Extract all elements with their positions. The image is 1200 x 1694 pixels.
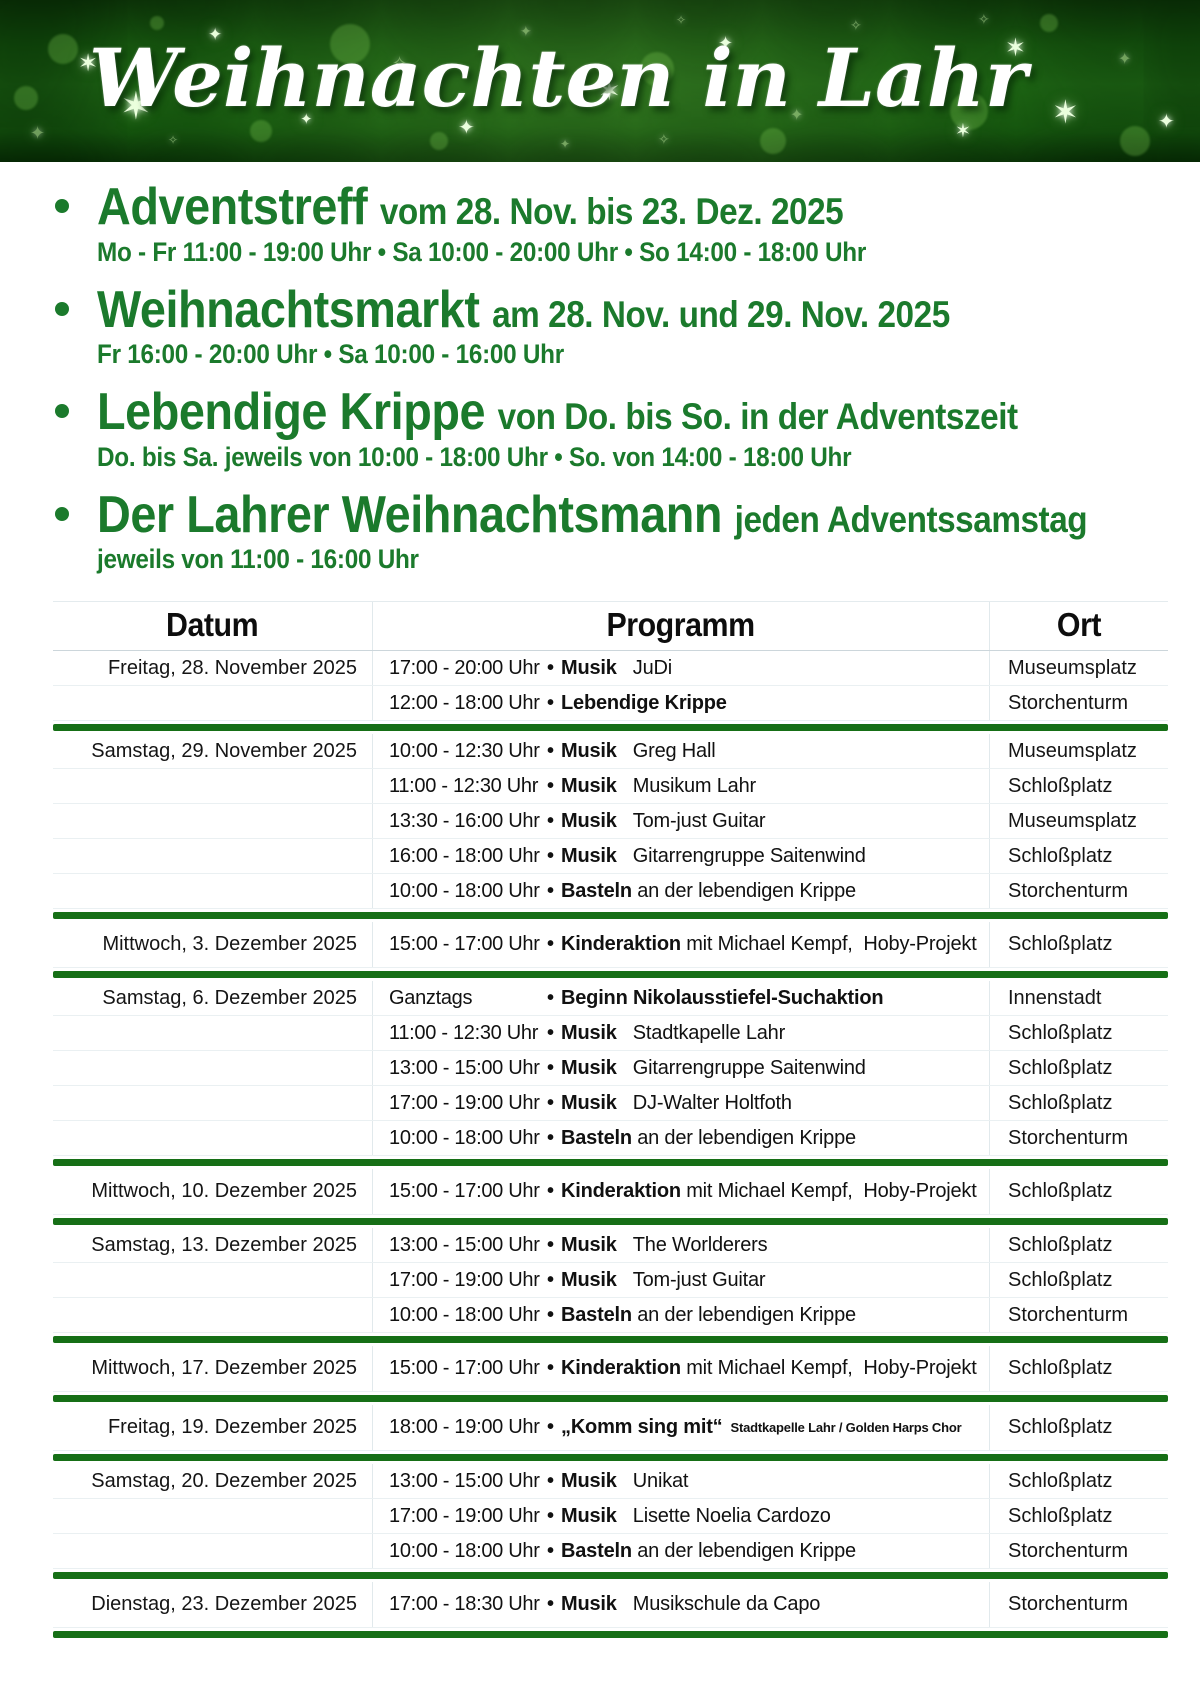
program-time: 11:00 - 12:30 Uhr — [389, 774, 539, 797]
program-label: Basteln — [561, 1303, 632, 1326]
location-cell: Schloßplatz — [1008, 1091, 1113, 1114]
date-cell — [53, 769, 372, 803]
program-detail: Gitarrengruppe Saitenwind — [616, 1056, 866, 1079]
sparkle-icon — [955, 122, 971, 141]
table-row — [53, 1169, 1168, 1215]
program-cell — [372, 804, 990, 838]
location-cell: Schloßplatz — [1008, 1416, 1113, 1439]
bullet-icon — [55, 302, 69, 316]
date-cell — [53, 839, 372, 873]
header-location: Ort — [1056, 606, 1102, 644]
program-cell — [372, 734, 990, 768]
table-body — [53, 651, 1168, 1641]
location-cell: Schloßplatz — [1008, 933, 1113, 956]
program-cell — [372, 874, 990, 908]
program-label: Musik — [561, 739, 617, 762]
location-cell: Schloßplatz — [1008, 1233, 1113, 1256]
location-cell: Schloßplatz — [1008, 1268, 1113, 1291]
date-cell: Freitag, 19. Dezember 2025 — [107, 1416, 357, 1439]
header-date: Datum — [166, 606, 259, 644]
sparkle-icon — [30, 124, 45, 142]
program-bullet: • — [547, 1416, 555, 1439]
table-row — [53, 769, 1168, 804]
group-separator — [53, 1569, 1168, 1582]
program-label: Musik — [561, 1056, 617, 1079]
program-detail: Greg Hall — [616, 739, 716, 762]
program-detail: Lisette Noelia Cardozo — [616, 1504, 831, 1527]
program-cell — [372, 1346, 990, 1391]
program-label: Musik — [561, 1233, 617, 1256]
highlight-times: Fr 16:00 - 20:00 Uhr • Sa 10:00 - 16:00 Uhr — [97, 339, 564, 370]
table-row — [53, 1346, 1168, 1392]
header-program: Programm — [372, 602, 990, 650]
program-time: 17:00 - 20:00 Uhr — [389, 656, 540, 679]
location-cell: Storchenturm — [1008, 1303, 1129, 1326]
program-detail: Unikat — [616, 1469, 689, 1492]
table-row — [53, 1534, 1168, 1569]
program-detail: an der lebendigen Krippe — [631, 1303, 856, 1326]
program-time: 10:00 - 18:00 Uhr — [389, 1303, 540, 1326]
table-header — [53, 601, 1168, 651]
program-time: 11:00 - 12:30 Uhr — [389, 1021, 539, 1044]
program-cell — [372, 1051, 990, 1085]
program-detail: DJ-Walter Holtfoth — [616, 1091, 792, 1114]
sparkle-icon — [1118, 52, 1131, 68]
program-bullet: • — [547, 844, 555, 867]
program-cell — [372, 1582, 990, 1627]
program-time: 15:00 - 17:00 Uhr — [389, 933, 540, 956]
program-detail: mit Michael Kempf, Hoby-Projekt — [680, 1180, 977, 1203]
table-row — [53, 1263, 1168, 1298]
group-separator — [53, 1392, 1168, 1405]
program-label: „Komm sing mit“ — [561, 1416, 723, 1439]
program-cell — [372, 1263, 990, 1297]
date-cell: Freitag, 28. November 2025 — [107, 656, 357, 679]
program-bullet: • — [547, 986, 555, 1009]
program-bullet: • — [547, 1357, 555, 1380]
highlights-section — [0, 162, 1200, 575]
location-cell: Schloßplatz — [1008, 844, 1113, 867]
program-detail: The Worlderers — [616, 1233, 768, 1256]
sparkle-icon — [1052, 96, 1079, 128]
program-time: 17:00 - 19:00 Uhr — [389, 1268, 540, 1291]
date-cell — [53, 874, 372, 908]
location-cell: Innenstadt — [1008, 986, 1102, 1009]
program-note: Stadtkapelle Lahr / Golden Harps Chor — [730, 1420, 962, 1436]
date-cell — [53, 1298, 372, 1332]
location-cell: Schloßplatz — [1008, 1469, 1113, 1492]
sparkle-icon — [676, 14, 686, 26]
program-detail: Gitarrengruppe Saitenwind — [616, 844, 866, 867]
program-time: 15:00 - 17:00 Uhr — [389, 1180, 540, 1203]
location-cell: Museumsplatz — [1008, 809, 1137, 832]
highlight-title: Adventstreff — [97, 178, 368, 236]
program-time: 13:00 - 15:00 Uhr — [389, 1469, 540, 1492]
location-cell: Storchenturm — [1008, 691, 1129, 714]
program-label: Musik — [561, 774, 617, 797]
program-cell — [372, 1016, 990, 1050]
program-cell — [372, 1405, 990, 1450]
location-cell: Schloßplatz — [1008, 774, 1113, 797]
group-separator — [53, 1451, 1168, 1464]
highlight-title: Lebendige Krippe — [97, 383, 486, 442]
table-row — [53, 981, 1168, 1016]
highlight-subtitle: am 28. Nov. und 29. Nov. 2025 — [492, 293, 950, 335]
green-separator-bar — [53, 1336, 1168, 1343]
highlight-title: Der Lahrer Weihnachtsmann — [97, 485, 723, 544]
date-cell: Samstag, 13. Dezember 2025 — [91, 1233, 357, 1256]
program-cell — [372, 1534, 990, 1568]
program-cell — [372, 922, 990, 967]
date-cell — [53, 804, 372, 838]
program-label: Musik — [561, 1504, 617, 1527]
bullet-icon — [55, 199, 69, 213]
program-label: Basteln — [561, 879, 632, 902]
highlight-times: Mo - Fr 11:00 - 19:00 Uhr • Sa 10:00 - 20:00 Uhr • So 14:00 - 18:00 Uhr — [97, 236, 867, 267]
program-detail: JuDi — [616, 656, 672, 679]
table-row — [53, 804, 1168, 839]
table-row — [53, 651, 1168, 686]
table-row — [53, 1121, 1168, 1156]
location-cell: Museumsplatz — [1008, 656, 1137, 679]
program-time: 13:00 - 15:00 Uhr — [389, 1056, 540, 1079]
table-row — [53, 1086, 1168, 1121]
bokeh-dot — [1040, 14, 1058, 32]
bokeh-dot — [14, 86, 38, 110]
program-label: Musik — [561, 844, 617, 867]
green-separator-bar — [53, 724, 1168, 731]
program-cell — [372, 1298, 990, 1332]
program-bullet: • — [547, 1126, 555, 1149]
location-cell: Schloßplatz — [1008, 1021, 1113, 1044]
group-separator — [53, 1156, 1168, 1169]
program-bullet: • — [547, 739, 555, 762]
highlight-times: jeweils von 11:00 - 16:00 Uhr — [97, 544, 419, 575]
program-detail: an der lebendigen Krippe — [631, 1539, 856, 1562]
bokeh-dot — [48, 34, 78, 64]
program-cell — [372, 1499, 990, 1533]
program-cell — [372, 1169, 990, 1214]
location-cell: Schloßplatz — [1008, 1357, 1113, 1380]
program-detail: mit Michael Kempf, Hoby-Projekt — [680, 1357, 977, 1380]
date-cell — [53, 1534, 372, 1568]
program-time: Ganztags — [389, 986, 473, 1009]
page-title: Weihnachten in Lahr — [88, 30, 1028, 125]
program-bullet: • — [547, 1233, 555, 1256]
highlight-subtitle: von Do. bis So. in der Adventszeit — [497, 396, 1018, 438]
program-time: 10:00 - 18:00 Uhr — [389, 879, 540, 902]
program-bullet: • — [547, 933, 555, 956]
bokeh-dot — [1120, 126, 1150, 156]
location-cell: Schloßplatz — [1008, 1180, 1113, 1203]
program-label: Kinderaktion — [561, 1180, 681, 1203]
program-label: Musik — [561, 1268, 617, 1291]
program-cell — [372, 1121, 990, 1155]
date-cell: Dienstag, 23. Dezember 2025 — [91, 1593, 357, 1616]
banner — [0, 0, 1200, 162]
table-row — [53, 686, 1168, 721]
program-label: Basteln — [561, 1126, 632, 1149]
program-time: 17:00 - 19:00 Uhr — [389, 1091, 540, 1114]
program-bullet: • — [547, 1091, 555, 1114]
green-separator-bar — [53, 1631, 1168, 1638]
program-detail: Tom-just Guitar — [616, 809, 766, 832]
program-label: Beginn Nikolausstiefel-Suchaktion — [561, 986, 884, 1009]
location-cell: Schloßplatz — [1008, 1056, 1113, 1079]
program-label: Musik — [561, 1593, 617, 1616]
program-detail: Musikum Lahr — [616, 774, 756, 797]
program-time: 10:00 - 18:00 Uhr — [389, 1539, 540, 1562]
date-cell: Mittwoch, 10. Dezember 2025 — [91, 1180, 357, 1203]
highlight-title: Weihnachtsmarkt — [97, 280, 480, 339]
sparkle-icon — [658, 132, 670, 146]
program-label: Musik — [561, 656, 617, 679]
program-time: 16:00 - 18:00 Uhr — [389, 844, 540, 867]
table-row — [53, 1582, 1168, 1628]
program-detail: Tom-just Guitar — [616, 1268, 766, 1291]
program-cell — [372, 1464, 990, 1498]
program-time: 13:30 - 16:00 Uhr — [389, 809, 540, 832]
program-bullet: • — [547, 1268, 555, 1291]
program-time: 18:00 - 19:00 Uhr — [389, 1416, 540, 1439]
highlight-times: Do. bis Sa. jeweils von 10:00 - 18:00 Uhr • So. von 14:00 - 18:00 Uhr — [97, 441, 852, 472]
program-detail: Musikschule da Capo — [616, 1593, 821, 1616]
program-time: 12:00 - 18:00 Uhr — [389, 691, 540, 714]
table-row — [53, 1464, 1168, 1499]
highlight-subtitle: vom 28. Nov. bis 23. Dez. 2025 — [379, 191, 844, 232]
program-cell — [372, 769, 990, 803]
sparkle-icon — [168, 134, 178, 146]
location-cell: Storchenturm — [1008, 1539, 1129, 1562]
table-row — [53, 1499, 1168, 1534]
bullet-icon — [55, 404, 69, 418]
program-label: Musik — [561, 1469, 617, 1492]
date-cell: Samstag, 6. Dezember 2025 — [102, 986, 357, 1009]
program-label: Musik — [561, 809, 617, 832]
highlight-subtitle: jeden Adventssamstag — [734, 498, 1088, 540]
program-bullet: • — [547, 1593, 555, 1616]
green-separator-bar — [53, 1572, 1168, 1579]
highlight-item — [55, 180, 1170, 268]
highlight-item — [55, 485, 1170, 576]
program-bullet: • — [547, 691, 555, 714]
group-separator — [53, 968, 1168, 981]
table-row — [53, 734, 1168, 769]
green-separator-bar — [53, 1218, 1168, 1225]
program-bullet: • — [547, 879, 555, 902]
program-bullet: • — [547, 1021, 555, 1044]
date-cell — [53, 1263, 372, 1297]
table-row — [53, 922, 1168, 968]
program-cell — [372, 651, 990, 685]
program-bullet: • — [547, 1180, 555, 1203]
program-bullet: • — [547, 1539, 555, 1562]
date-cell — [53, 1121, 372, 1155]
program-bullet: • — [547, 809, 555, 832]
table-row — [53, 1228, 1168, 1263]
highlight-item — [55, 280, 1170, 371]
date-cell: Samstag, 29. November 2025 — [91, 739, 357, 762]
table-row — [53, 839, 1168, 874]
group-separator — [53, 1215, 1168, 1228]
date-cell — [53, 1086, 372, 1120]
bokeh-dot — [150, 16, 164, 30]
table-row — [53, 874, 1168, 909]
program-detail: an der lebendigen Krippe — [631, 1126, 856, 1149]
bokeh-dot — [760, 128, 786, 154]
program-cell — [372, 839, 990, 873]
date-cell: Mittwoch, 3. Dezember 2025 — [102, 933, 357, 956]
program-label: Basteln — [561, 1539, 632, 1562]
program-cell — [372, 1228, 990, 1262]
program-bullet: • — [547, 656, 555, 679]
highlight-item — [55, 385, 1170, 473]
table-row — [53, 1298, 1168, 1333]
green-separator-bar — [53, 971, 1168, 978]
table-row — [53, 1016, 1168, 1051]
program-cell — [372, 981, 990, 1015]
table-row — [53, 1051, 1168, 1086]
sparkle-icon — [1158, 112, 1175, 132]
date-cell — [53, 686, 372, 720]
date-cell: Samstag, 20. Dezember 2025 — [91, 1469, 357, 1492]
group-separator — [53, 1333, 1168, 1346]
program-detail: Stadtkapelle Lahr — [616, 1021, 786, 1044]
date-cell: Mittwoch, 17. Dezember 2025 — [91, 1357, 357, 1380]
program-time: 13:00 - 15:00 Uhr — [389, 1233, 540, 1256]
program-label: Musik — [561, 1091, 617, 1114]
location-cell: Schloßplatz — [1008, 1504, 1113, 1527]
green-separator-bar — [53, 912, 1168, 919]
program-label: Lebendige Krippe — [561, 691, 727, 714]
program-detail: mit Michael Kempf, Hoby-Projekt — [680, 933, 977, 956]
location-cell: Storchenturm — [1008, 1593, 1129, 1616]
table-row — [53, 1405, 1168, 1451]
program-label: Kinderaktion — [561, 1357, 681, 1380]
location-cell: Museumsplatz — [1008, 739, 1137, 762]
green-separator-bar — [53, 1159, 1168, 1166]
location-cell: Storchenturm — [1008, 1126, 1129, 1149]
schedule-table — [53, 601, 1168, 1641]
sparkle-icon — [978, 12, 990, 26]
program-cell — [372, 1086, 990, 1120]
group-separator — [53, 1628, 1168, 1641]
program-time: 17:00 - 19:00 Uhr — [389, 1504, 540, 1527]
program-time: 15:00 - 17:00 Uhr — [389, 1357, 540, 1380]
sparkle-icon — [560, 138, 570, 150]
program-bullet: • — [547, 1469, 555, 1492]
program-time: 17:00 - 18:30 Uhr — [389, 1593, 540, 1616]
program-label: Musik — [561, 1021, 617, 1044]
green-separator-bar — [53, 1454, 1168, 1461]
program-bullet: • — [547, 1303, 555, 1326]
date-cell — [53, 1016, 372, 1050]
program-bullet: • — [547, 1056, 555, 1079]
group-separator — [53, 721, 1168, 734]
program-time: 10:00 - 12:30 Uhr — [389, 739, 540, 762]
bullet-icon — [55, 507, 69, 521]
location-cell: Storchenturm — [1008, 879, 1129, 902]
group-separator — [53, 909, 1168, 922]
green-separator-bar — [53, 1395, 1168, 1402]
program-label: Kinderaktion — [561, 933, 681, 956]
program-time: 10:00 - 18:00 Uhr — [389, 1126, 540, 1149]
program-bullet: • — [547, 774, 555, 797]
program-detail: an der lebendigen Krippe — [631, 879, 856, 902]
date-cell — [53, 1499, 372, 1533]
program-bullet: • — [547, 1504, 555, 1527]
date-cell — [53, 1051, 372, 1085]
program-cell — [372, 686, 990, 720]
bokeh-dot — [430, 132, 448, 150]
